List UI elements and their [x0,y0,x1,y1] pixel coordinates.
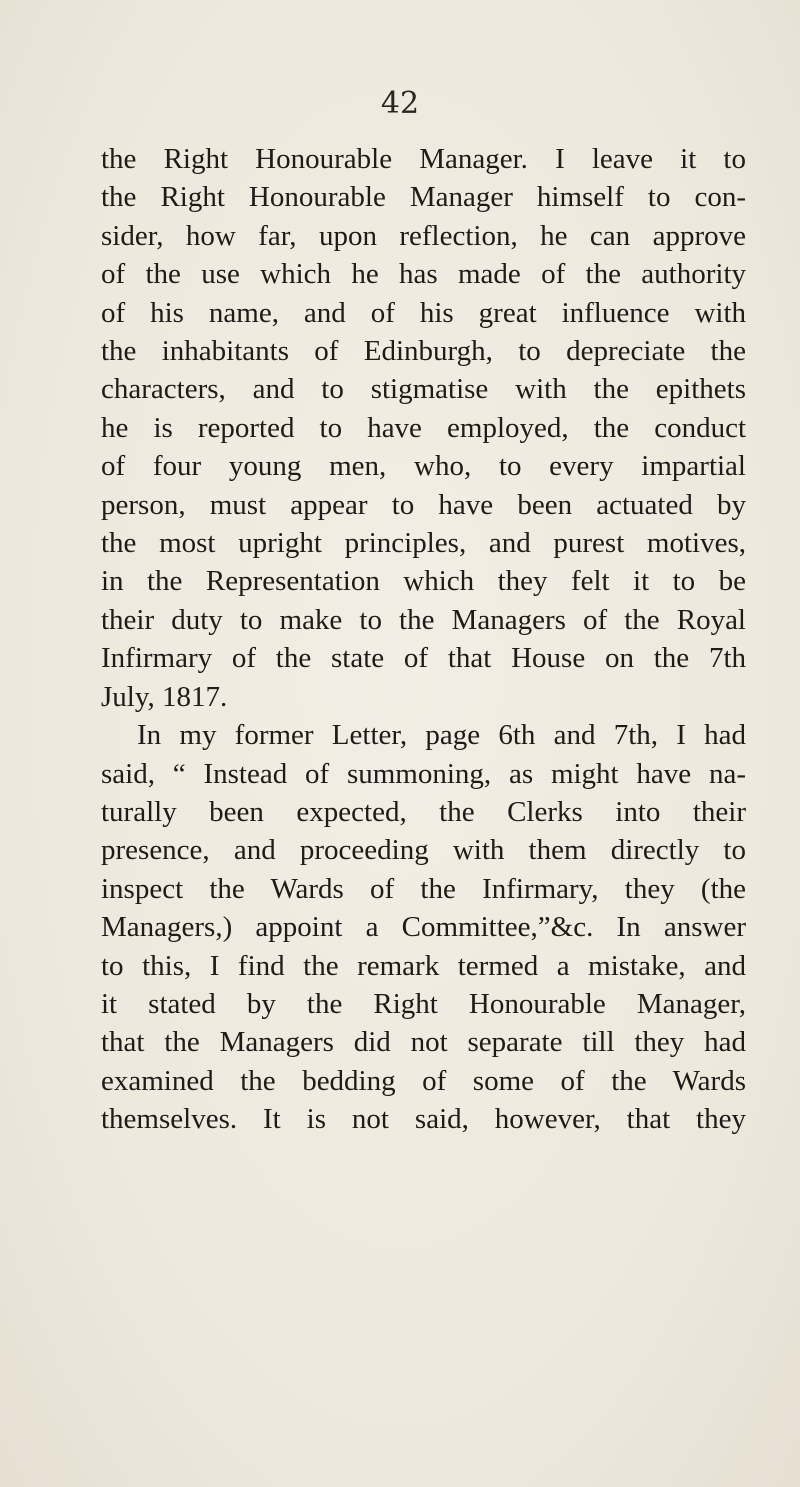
paragraph-1 [101,140,746,716]
text-line: inspect the Wards of the Infirmary, they (the [101,872,746,905]
text-line: characters, and to stigmatise with the epithets [101,373,746,406]
text-line: it stated by the Right Honourable Manager, [101,987,746,1020]
text-line: the Right Honourable Manager. I leave it to [101,143,746,175]
text-line: the most upright principles, and purest motives, [101,527,746,560]
text-line: sider, how far, upon reflection, he can approve [101,219,746,252]
text-line: turally been expected, the Clerks into their [101,795,746,828]
text-line: said, “ Instead of summoning, as might have na- [101,757,746,790]
body-text [101,140,746,1139]
text-line: July, 1817. [101,680,228,713]
text-line: he is reported to have employed, the conduct [101,411,746,444]
text-line: that the Managers did not separate till they had [101,1026,746,1059]
text-line: the inhabitants of Edinburgh, to depreciate the [101,335,746,368]
paragraph-2 [101,716,746,1138]
text-line: of the use which he has made of the authority [101,258,746,291]
text-line: person, must appear to have been actuated by [101,488,746,521]
text-line: in the Representation which they felt it to be [101,565,746,598]
text-line: In my former Letter, page 6th and 7th, I had [137,719,746,752]
text-line: of four young men, who, to every impartial [101,450,746,483]
text-line: examined the bedding of some of the Wards [101,1064,746,1097]
text-line: presence, and proceeding with them directly to [101,834,746,867]
page-number: 42 [380,86,420,121]
text-line: Infirmary of the state of that House on the 7th [101,642,746,675]
text-line: of his name, and of his great influence with [101,296,746,329]
text-line: themselves. It is not said, however, that they [101,1103,746,1136]
text-line: their duty to make to the Managers of the Royal [101,603,746,636]
text-line: Managers,) appoint a Committee,”&c. In answer [101,911,746,944]
text-line: the Right Honourable Manager himself to con- [101,181,746,214]
text-line: to this, I find the remark termed a mistake, and [101,949,746,982]
